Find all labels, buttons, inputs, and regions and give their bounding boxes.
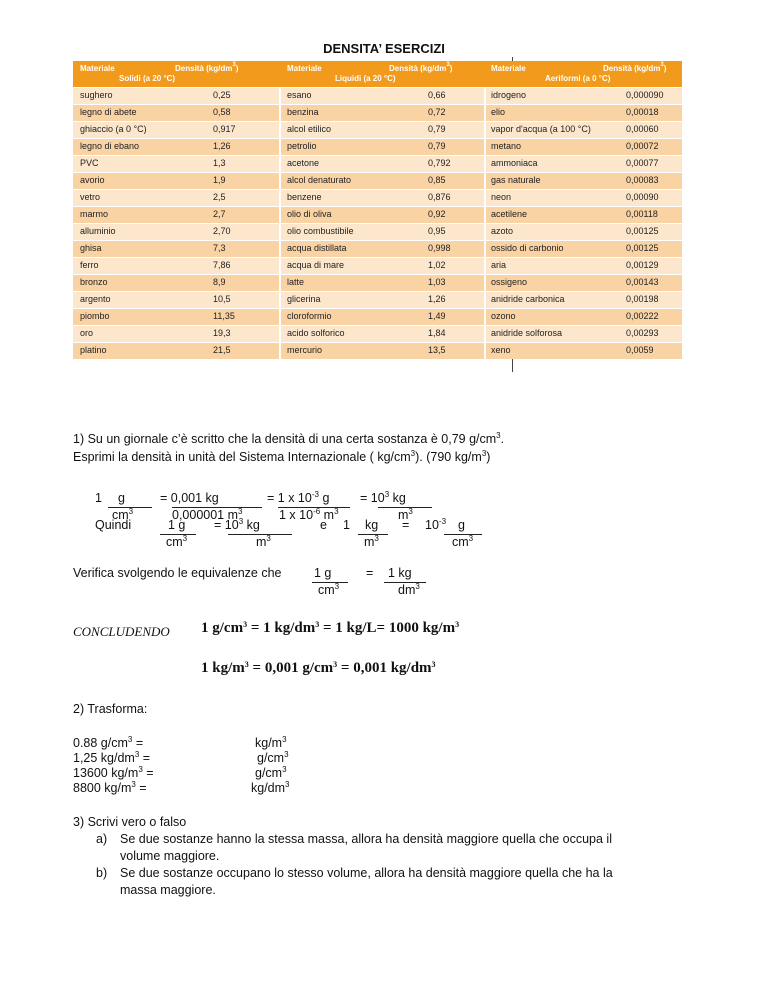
table-row — [73, 104, 682, 121]
cell-material: alluminio — [80, 226, 116, 236]
cell-material: glicerina — [287, 294, 321, 304]
cell-density: 0,876 — [428, 192, 451, 202]
header-materiale-solids: Materiale — [80, 64, 115, 73]
cell-density: 0,00198 — [626, 294, 659, 304]
eq3-den: $cm^3$ — [318, 582, 340, 597]
cell-density: 21,5 — [213, 345, 231, 355]
table-row — [73, 155, 682, 172]
eq2-den-m: $m^3$ — [256, 534, 271, 549]
ex2-title: 2) Trasforma: — [73, 702, 148, 716]
density-table — [73, 61, 682, 359]
eq2-kg2: kg — [365, 518, 379, 532]
header-density-gases: Densità $(kg/dm^3)$ — [603, 62, 667, 73]
header-materiale-gases: Materiale — [491, 64, 526, 73]
ex3-b-line1: Se due sostanze occupano lo stesso volume, allora ha densità maggiore quella che ha la — [120, 866, 613, 880]
divider-line — [512, 358, 513, 372]
cell-density: 0,00143 — [626, 277, 659, 287]
eq2-den-cm: $cm^3$ — [452, 534, 474, 549]
cell-density: 0,00125 — [626, 226, 659, 236]
eq1-eq-c: = $10^3$ kg — [360, 490, 406, 505]
cell-material: metano — [491, 141, 522, 151]
cell-density: 0,00118 — [626, 209, 658, 219]
cell-density: 7,86 — [213, 260, 231, 270]
cell-material: olio combustibile — [287, 226, 354, 236]
cell-material: esano — [287, 90, 312, 100]
cell-material: legno di abete — [80, 107, 137, 117]
cell-material: acido solforico — [287, 328, 345, 338]
cell-material: vetro — [80, 192, 101, 202]
ex3-a-line1: Se due sostanze hanno la stessa massa, allora ha densità maggiore quella che occupa il — [120, 832, 612, 846]
cell-material: sughero — [80, 90, 113, 100]
eq3-num2: 1 kg — [388, 566, 412, 580]
cell-density: 1,02 — [428, 260, 446, 270]
cell-material: ossido di carbonio — [491, 243, 564, 253]
cell-density: 0,000090 — [626, 90, 664, 100]
column-separator — [484, 87, 486, 359]
cell-material: marmo — [80, 209, 109, 219]
eq1-den-cm: $cm^3$ — [112, 507, 134, 522]
cell-material: alcol denaturato — [287, 175, 352, 185]
conclusion-line2: 1 $kg/m^3 = 0,001$ $g/cm^3 = 0,001$ $kg/dm^3$ — [201, 660, 436, 676]
eq2-num1: 1 g — [168, 518, 186, 532]
cell-material: oro — [80, 328, 94, 338]
header-state-solids: Solidi (a 20 °C) — [119, 74, 176, 83]
ex3-b-line2: massa maggiore. — [120, 883, 216, 897]
cell-density: 0,85 — [428, 175, 446, 185]
table-row — [73, 87, 682, 104]
table-row — [73, 342, 682, 359]
conclusion-line1: 1 $g/cm^3 = 1$ $kg/dm^3 = 1$ kg/L= 1000 $kg/m^3$ — [201, 620, 460, 636]
cell-material: acqua distillata — [287, 243, 347, 253]
cell-material: acetilene — [491, 209, 528, 219]
cell-material: anidride carbonica — [491, 294, 565, 304]
cell-density: 0,79 — [428, 124, 446, 134]
eq3-eq: = — [366, 566, 374, 580]
cell-material: azoto — [491, 226, 514, 236]
cell-density: 2,5 — [213, 192, 226, 202]
cell-material: xeno — [491, 345, 511, 355]
eq1-eq-a: = 0,001 kg — [160, 491, 219, 505]
ex3-title: 3) Scrivi vero o falso — [73, 815, 187, 829]
header-state-gases: Aeriformi (a 0 °C) — [545, 74, 611, 83]
eq1-den-a: 0,000001 $m^3$ — [172, 507, 243, 522]
cell-material: argento — [80, 294, 111, 304]
cell-density: 0,00293 — [626, 328, 659, 338]
conclusion-label: CONCLUDENDO — [73, 624, 170, 639]
ex3-a-label: a) — [96, 832, 108, 846]
ex2-item-right: $kg/m^3$ — [255, 735, 287, 750]
cell-material: olio di oliva — [287, 209, 332, 219]
cell-density: 0,66 — [428, 90, 446, 100]
cell-density: 19,3 — [213, 328, 231, 338]
cell-density: 0,00072 — [626, 141, 659, 151]
eq3-den2: $dm^3$ — [398, 582, 420, 597]
table-row — [73, 223, 682, 240]
cell-material: elio — [491, 107, 506, 117]
table-row — [73, 138, 682, 155]
cell-material: ossigeno — [491, 277, 528, 287]
cell-material: acqua di mare — [287, 260, 345, 270]
cell-material: neon — [491, 192, 512, 202]
column-separator — [279, 87, 281, 359]
cell-material: piombo — [80, 311, 110, 321]
header-density-liquids: Densità $(kg/dm^3)$ — [389, 62, 453, 73]
ex2-item-left: 8800 $kg/m^3$ = — [73, 780, 147, 795]
cell-material: ozono — [491, 311, 516, 321]
eq1-eq-b: = 1 x $10^{-3}$ g — [267, 490, 330, 505]
eq1-den-b: 1 x $10^{-6}$ $m^3$ — [279, 507, 339, 522]
cell-density: 0,00077 — [626, 158, 659, 168]
cell-density: 0,00222 — [626, 311, 659, 321]
table-row — [73, 291, 682, 308]
ex1-question-line1: 1) Su un giornale c’è scritto che la densità di una certa sostanza è 0,79 $g/cm^3$. — [73, 431, 505, 446]
cell-density: 1,49 — [428, 311, 446, 321]
cell-density: 0,00090 — [626, 192, 659, 202]
eq2-g: g — [458, 518, 465, 532]
eq2-ten: $10^{-3}$ — [425, 517, 447, 532]
eq1-den-c: $m^3$ — [398, 507, 413, 522]
cell-material: ghiaccio (a 0 °C) — [80, 124, 147, 134]
cell-density: 10,5 — [213, 294, 231, 304]
ex2-item-right: $g/cm^3$ — [255, 765, 287, 780]
table-row — [73, 189, 682, 206]
page-title: DENSITA’ ESERCIZI — [323, 41, 445, 56]
cell-density: 1,26 — [213, 141, 231, 151]
cell-density: 0,00060 — [626, 124, 659, 134]
cell-material: PVC — [80, 158, 99, 168]
table-row — [73, 240, 682, 257]
header-materiale-liquids: Materiale — [287, 64, 322, 73]
cell-density: 13,5 — [428, 345, 446, 355]
cell-material: benzene — [287, 192, 322, 202]
eq2-eq: = $10^3$ kg — [214, 517, 260, 532]
cell-material: legno di ebano — [80, 141, 140, 151]
cell-density: 8,9 — [213, 277, 226, 287]
table-header — [73, 61, 682, 87]
eq2-e: e — [320, 518, 327, 532]
cell-material: cloroformio — [287, 311, 332, 321]
eq2-eq2: = — [402, 518, 410, 532]
cell-material: bronzo — [80, 277, 108, 287]
cell-material: mercurio — [287, 345, 323, 355]
ex2-item-left: 13600 $kg/m^3$ = — [73, 765, 154, 780]
cell-material: acetone — [287, 158, 320, 168]
cell-material: idrogeno — [491, 90, 527, 100]
eq2-den-m2: $m^3$ — [364, 534, 379, 549]
table-row — [73, 274, 682, 291]
table-row — [73, 121, 682, 138]
cell-density: 11,35 — [213, 311, 235, 321]
cell-density: 0,792 — [428, 158, 451, 168]
cell-density: 1,3 — [213, 158, 226, 168]
header-state-liquids: Liquidi (a 20 °C) — [335, 74, 396, 83]
table-row — [73, 308, 682, 325]
cell-material: latte — [287, 277, 305, 287]
cell-material: aria — [491, 260, 507, 270]
cell-density: 0,79 — [428, 141, 446, 151]
cell-density: 0,92 — [428, 209, 446, 219]
cell-material: platino — [80, 345, 107, 355]
cell-density: 0,00083 — [626, 175, 659, 185]
cell-density: 0,58 — [213, 107, 231, 117]
cell-material: ghisa — [80, 243, 102, 253]
cell-density: 0,998 — [428, 243, 451, 253]
cell-material: anidride solforosa — [491, 328, 563, 338]
eq2-one: 1 — [343, 518, 350, 532]
cell-material: benzina — [287, 107, 319, 117]
cell-density: 1,03 — [428, 277, 446, 287]
cell-density: 0,00125 — [626, 243, 659, 253]
ex2-item-right: $g/cm^3$ — [257, 750, 289, 765]
cell-density: 0,72 — [428, 107, 446, 117]
cell-density: 0,95 — [428, 226, 446, 236]
eq1-one: 1 — [95, 491, 102, 505]
cell-density: 2,70 — [213, 226, 231, 236]
cell-density: 0,917 — [213, 124, 236, 134]
cell-density: 7,3 — [213, 243, 226, 253]
ex1-question-line2: Esprimi la densità in unità del Sistema Internazionale ( $kg/cm^3$). (790 $kg/m^3$) — [73, 449, 491, 464]
cell-material: vapor d'acqua (a 100 °C) — [491, 124, 591, 134]
header-density-solids: Densità $(kg/dm^3)$ — [175, 62, 239, 73]
cell-density: 0,0059 — [626, 345, 654, 355]
eq3-num: 1 g — [314, 566, 332, 580]
cell-material: petrolio — [287, 141, 317, 151]
ex2-item-left: 1,25 $kg/dm^3$ = — [73, 750, 151, 765]
ex3-a-line2: volume maggiore. — [120, 849, 220, 863]
cell-density: 0,00018 — [626, 107, 659, 117]
table-row — [73, 325, 682, 342]
eq3-text: Verifica svolgendo le equivalenze che — [73, 566, 282, 580]
table-row — [73, 172, 682, 189]
ex2-item-right: $kg/dm^3$ — [251, 780, 290, 795]
cell-density: 2,7 — [213, 209, 226, 219]
cell-density: 0,00129 — [626, 260, 659, 270]
ex2-item-left: 0.88 $g/cm^3$ = — [73, 735, 144, 750]
cell-material: ammoniaca — [491, 158, 538, 168]
eq2-quindi: Quindi — [95, 518, 132, 532]
table-row — [73, 257, 682, 274]
cell-density: 1,9 — [213, 175, 226, 185]
cell-material: avorio — [80, 175, 105, 185]
cell-density: 0,25 — [213, 90, 231, 100]
ex3-b-label: b) — [96, 866, 108, 880]
cell-density: 1,26 — [428, 294, 446, 304]
cell-material: ferro — [80, 260, 99, 270]
eq2-den1: $cm^3$ — [166, 534, 188, 549]
cell-material: alcol etilico — [287, 124, 332, 134]
eq1-num-g: g — [118, 491, 125, 505]
table-row — [73, 206, 682, 223]
cell-material: gas naturale — [491, 175, 541, 185]
cell-density: 1,84 — [428, 328, 446, 338]
